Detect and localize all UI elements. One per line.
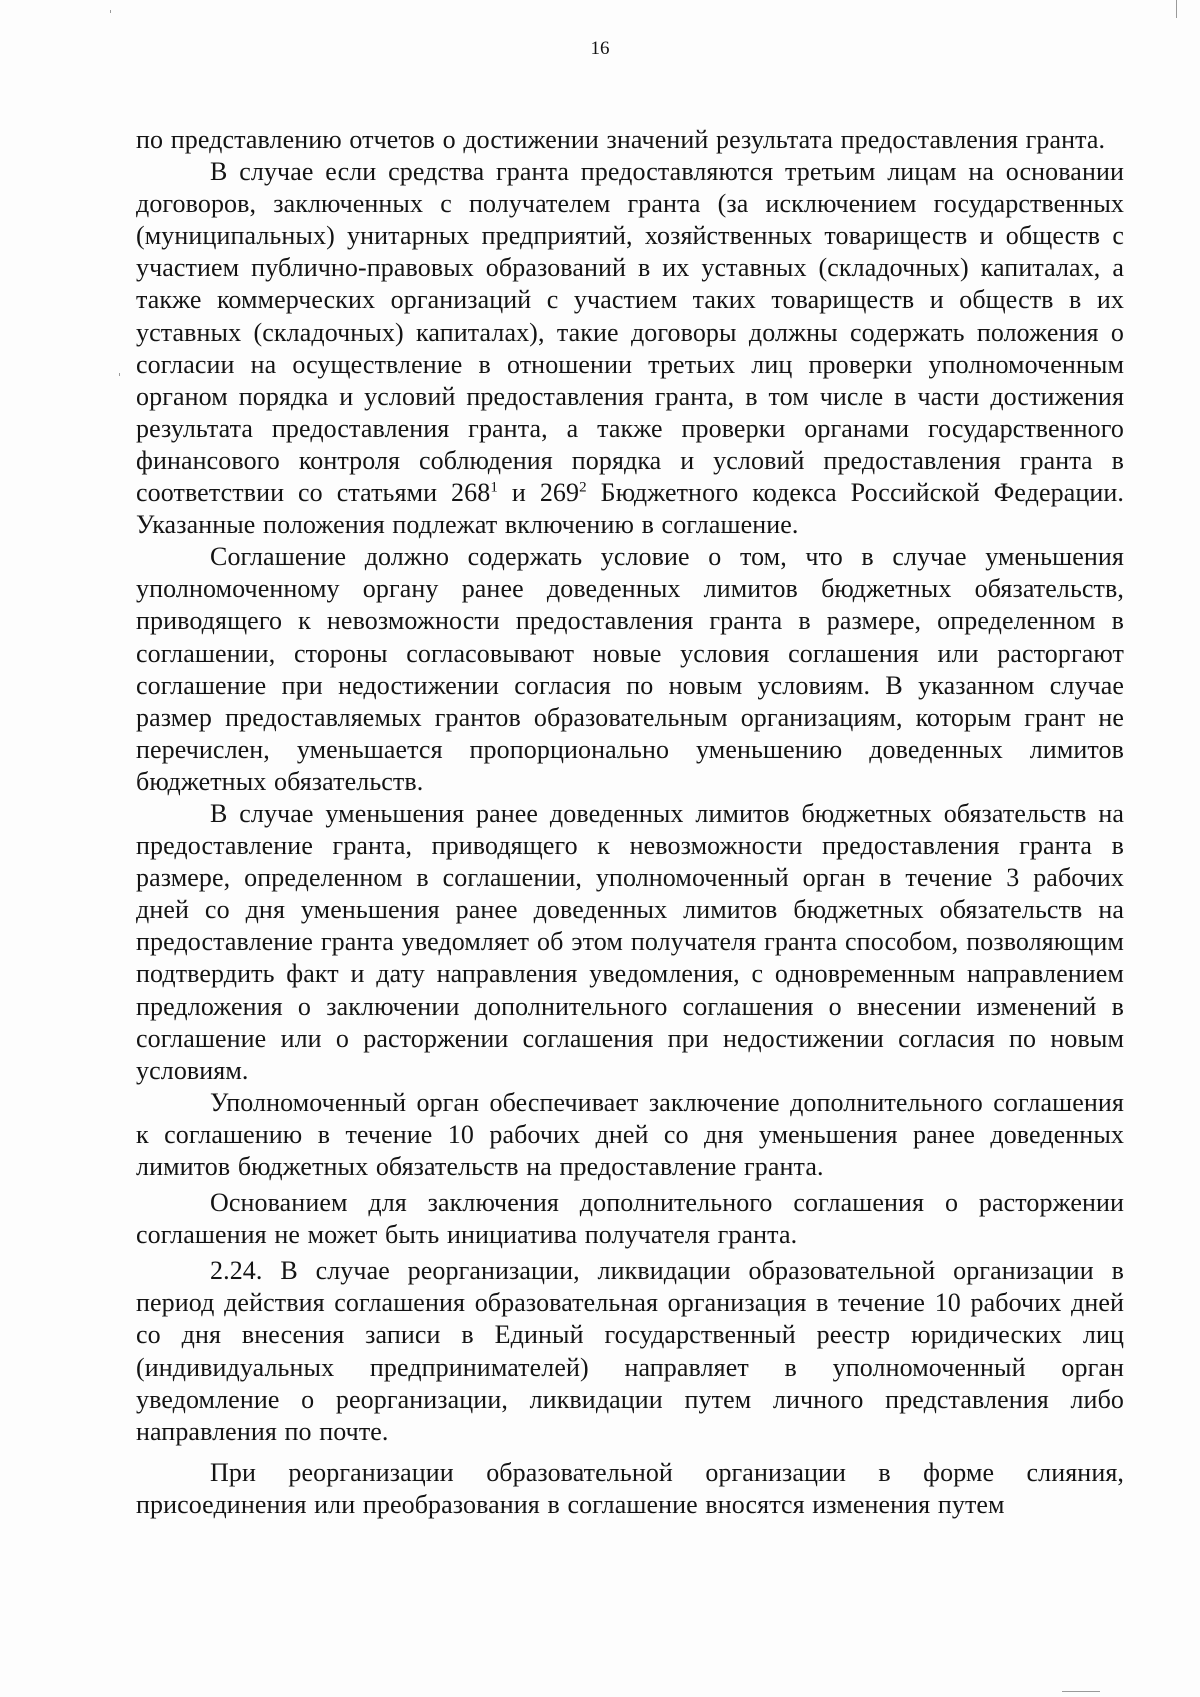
paragraph-text: Бюджетного кодекса Российской Федерации. Указанные положения подлежат включению в соглашение. xyxy=(136,478,1124,540)
paragraph-text: При реорганизации образовательной организации в форме слияния, присоединения или преобразования в соглашение вносятся изменения путем xyxy=(136,1457,1124,1519)
paragraph-third-party-contracts xyxy=(136,156,1124,541)
scan-mark-left xyxy=(119,373,120,376)
scan-mark-top-left xyxy=(110,10,111,13)
scan-mark-top-right xyxy=(1176,0,1177,18)
page-number: 16 xyxy=(590,38,610,59)
paragraph-text: и 269 xyxy=(497,478,580,508)
paragraph-text: 2.24. В случае реорганизации, ликвидации образовательной организации в период действия соглашения образовательная организация в течение 10 рабочих дней со дня внесения записи в Единый государственный реестр юридических лиц (индивидуальных предпринимателей) направляет в уполномоченный орган уведомление о реорганизации, ликвидации путем личного представления либо направления по почте. xyxy=(136,1256,1124,1446)
paragraph-limits-reduction-notice xyxy=(136,798,1124,1087)
paragraph-text: Соглашение должно содержать условие о том, что в случае уменьшения уполномоченному органу ранее доведенных лимитов бюджетных обязательств, приводящего к невозможности предоставления гранта в размере, определенном в соглашении, стороны согласовывают новые условия соглашения или расторгают соглашение при недостижении согласия по новым условиям. В указанном случае размер предоставляемых грантов образовательным организациям, которым грант не перечислен, уменьшается пропорционально уменьшению доведенных лимитов бюджетных обязательств. xyxy=(136,542,1124,796)
paragraph-reorganization-merger xyxy=(136,1457,1124,1521)
superscript-1: 1 xyxy=(490,479,498,496)
paragraph-termination-basis xyxy=(136,1187,1124,1251)
paragraph-text: по представлению отчетов о достижении значений результата предоставления гранта. xyxy=(136,125,1106,154)
document-body xyxy=(136,124,1124,1521)
paragraph-section-2-24 xyxy=(136,1255,1124,1448)
paragraph-text: Основанием для заключения дополнительного соглашения о расторжении соглашения не может быть инициатива получателя гранта. xyxy=(136,1188,1124,1250)
paragraph-limits-reduction-clause xyxy=(136,541,1124,798)
paragraph-text: В случае уменьшения ранее доведенных лимитов бюджетных обязательств на предоставление гранта, приводящего к невозможности предоставления гранта в размере, определенном в соглашении, уполномоченный орган в течение 3 рабочих дней со дня уменьшения ранее доведенных лимитов бюджетных обязательств на предоставление гранта уведомляет об этом получателя гранта способом, позволяющим подтвердить факт и дату направления уведомления, с одновременным направлением предложения о заключении дополнительного соглашения о внесении изменений в соглашение или о расторжении соглашения при недостижении согласия по новым условиям. xyxy=(136,798,1124,1085)
superscript-2: 2 xyxy=(579,479,587,496)
paragraph-additional-agreement xyxy=(136,1087,1124,1183)
scan-mark-bottom-right xyxy=(1062,1691,1100,1692)
paragraph-text: Уполномоченный орган обеспечивает заключение дополнительного соглашения к соглашению в течение 10 рабочих дней со дня уменьшения ранее доведенных лимитов бюджетных обязательств на предоставление гранта. xyxy=(136,1087,1124,1181)
paragraph-continuation xyxy=(136,124,1124,156)
paragraph-text: В случае если средства гранта предоставляются третьим лицам на основании договоров, заключенных с получателем гранта (за исключением государственных (муниципальных) унитарных предприятий, хозяйственных товариществ и обществ с участием публично-правовых образований в их уставных (складочных) капиталах, а также коммерческих организаций с участием таких товариществ и обществ в их уставных (складочных) капиталах), такие договоры должны содержать положения о согласии на осуществление в отношении третьих лиц проверки уполномоченным органом порядка и условий предоставления гранта, в том числе в части достижения результата предоставления гранта, а также проверки органами государственного финансового контроля соблюдения порядка и условий предоставления гранта в соответствии со статьями 268 xyxy=(136,157,1124,508)
